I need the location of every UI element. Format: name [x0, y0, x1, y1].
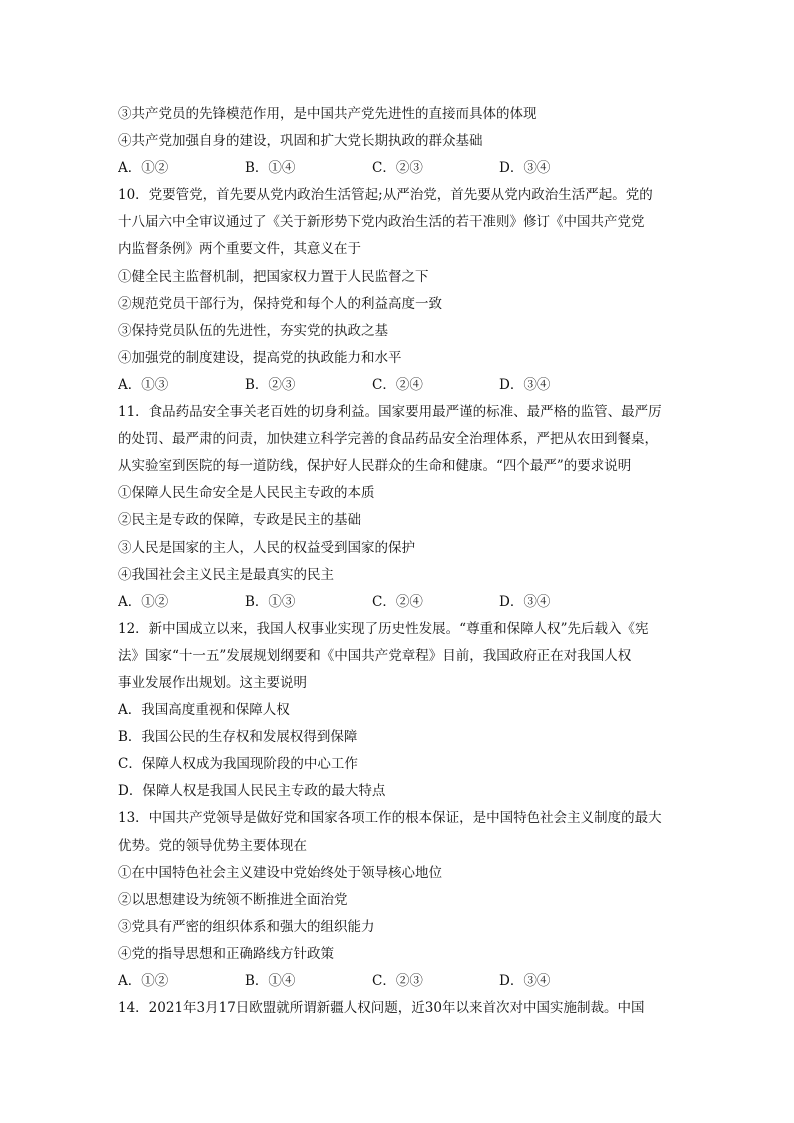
text-line: 13．中国共产党领导是做好党和国家各项工作的根本保证，是中国特色社会主义制度的最大: [118, 810, 662, 827]
answer-option: B．①④: [245, 160, 296, 177]
answer-option: C．②④: [372, 376, 423, 393]
text-line: 14．2021年3月17日欧盟就所谓新疆人权问题，近30年以来首次对中国实施制裁。中国: [118, 1000, 645, 1017]
answer-option: D．③④: [499, 160, 551, 177]
text-line: 从实验室到医院的每一道防线，保护好人民群众的生命和健康。“四个最严”的要求说明: [118, 458, 632, 475]
answer-options-row: [118, 155, 678, 182]
text-line: 10．党要管党，首先要从党内政治生活管起;从严治党，首先要从党内政治生活严起。党的: [118, 187, 653, 204]
question-content: [118, 101, 678, 1022]
answer-option: D．③④: [499, 593, 551, 610]
text-line: ②民主是专政的保障，专政是民主的基础: [118, 512, 361, 529]
text-line: A．我国高度重视和保障人权: [118, 702, 290, 719]
answer-options-row: [118, 589, 678, 616]
text-line: ④党的指导思想和正确路线方针政策: [118, 945, 334, 962]
text-line: 十八届六中全审议通过了《关于新形势下党内政治生活的若干准则》修订《中国共产党党: [118, 214, 645, 231]
text-line: ③党具有严密的组织体系和强大的组织能力: [118, 918, 375, 935]
text-line: 11．食品药品安全事关老百姓的切身利益。国家要用最严谨的标准、最严格的监管、最严厉: [118, 404, 662, 421]
answer-option: A．①②: [118, 160, 169, 177]
text-line: ②以思想建设为统领不断推进全面治党: [118, 891, 348, 908]
answer-option: B．②③: [245, 376, 296, 393]
answer-option: C．②③: [372, 973, 423, 989]
text-line: ④共产党加强自身的建设，巩固和扩大党长期执政的群众基础: [118, 133, 483, 150]
text-line: ③保持党员队伍的先进性，夯实党的执政之基: [118, 322, 388, 339]
text-line: ③共产党员的先锋模范作用，是中国共产党先进性的直接而具体的体现: [118, 106, 537, 122]
text-line: B．我国公民的生存权和发展权得到保障: [118, 729, 358, 746]
text-line: ①保障人民生命安全是人民民主专政的本质: [118, 485, 375, 502]
text-line: C．保障人权成为我国现阶段的中心工作: [118, 756, 358, 773]
answer-options-row: [118, 968, 678, 995]
answer-option: D．③④: [499, 973, 551, 989]
text-line: ④我国社会主义民主是最真实的民主: [118, 566, 334, 583]
text-line: 12．新中国成立以来，我国人权事业实现了历史性发展。“尊重和保障人权”先后载入《宪: [118, 620, 649, 637]
answer-option: A．①③: [118, 376, 169, 393]
text-line: 法》国家“十一五”发展规划纲要和《中国共产党章程》目前，我国政府正在对我国人权: [118, 647, 632, 664]
text-line: 优势。党的领导优势主要体现在: [118, 837, 307, 854]
answer-option: A．①②: [118, 593, 169, 610]
text-line: ③人民是国家的主人，人民的权益受到国家的保护: [118, 539, 415, 556]
answer-option: A．①②: [118, 973, 169, 989]
text-line: ①在中国特色社会主义建设中党始终处于领导核心地位: [118, 864, 442, 881]
text-line: 的处罚、最严肃的问责，加快建立科学完善的食品药品安全治理体系，严把从农田到餐桌，: [118, 431, 658, 448]
text-line: 内监督条例》两个重要文件，其意义在于: [118, 241, 361, 258]
text-line: ②规范党员干部行为，保持党和每个人的利益高度一致: [118, 295, 442, 312]
answer-option: D．③④: [499, 376, 551, 393]
text-line: 事业发展作出规划。这主要说明: [118, 674, 307, 691]
answer-options-row: [118, 372, 678, 399]
text-line: ④加强党的制度建设，提高党的执政能力和水平: [118, 349, 402, 366]
answer-option: C．②③: [372, 160, 423, 177]
text-line: ①健全民主监督机制，把国家权力置于人民监督之下: [118, 268, 429, 285]
answer-option: B．①③: [245, 593, 296, 610]
text-line: D．保障人权是我国人民民主专政的最大特点: [118, 783, 386, 800]
answer-option: C．②④: [372, 593, 423, 610]
answer-option: B．①④: [245, 973, 296, 989]
